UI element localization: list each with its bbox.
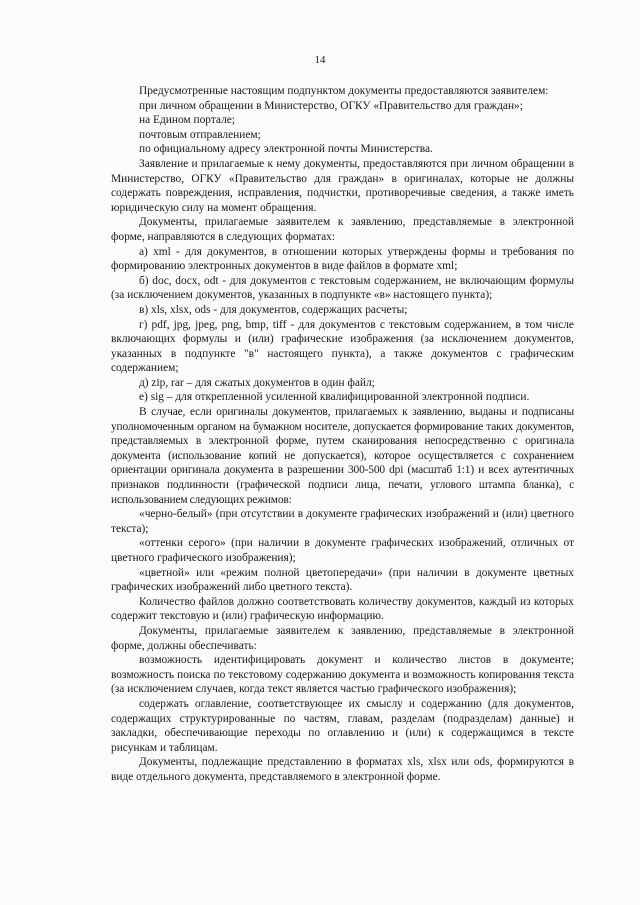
paragraph: Документы, прилагаемые заявителем к заявлению, представляемые в электронной форме, направляются в следующих форматах: bbox=[111, 216, 574, 243]
paragraph: «цветной» или «режим полной цветопередачи» (при наличии в документе цветных графических изображений либо цветного текста). bbox=[111, 566, 574, 594]
paragraph: в) xls, xlsx, ods - для документов, содержащих расчеты; bbox=[139, 303, 408, 316]
paragraph: на Едином портале; bbox=[139, 114, 235, 127]
paragraph: почтовым отправлением; bbox=[139, 128, 261, 141]
paragraph: В случае, если оригиналы документов, прилагаемых к заявлению, выданы и подписаны уполномоченным органом на бумажном носителе, допускается формирование таких документов, представляемых в электронной форме, путем сканирования непосредственно с оригинала документа (использование копий не допускается), которое осуществляется с сохранением ориентации оригинала документа в разрешении 300-500 dpi (масштаб 1:1) и всех аутентичных признаков подлинности (графической подписи лица, печати, углового штампа бланка), с использованием следующих режимов: bbox=[111, 406, 574, 506]
paragraph: б) doc, docx, odt - для документов с текстовым содержанием, не включающим формулы (за исключением документов, указанных в подпункте «в» настоящего пункта); bbox=[111, 274, 574, 302]
paragraph: возможность идентифицировать документ и количество листов в документе; возможность поиска по текстовому содержанию документа и возможность копирования текста (за исключением случаев, когда текст является частью графического изображения); bbox=[111, 654, 574, 696]
paragraph: Предусмотренные настоящим подпунктом документы предоставляются заявителем: bbox=[139, 85, 549, 97]
paragraph: при личном обращении в Министерство, ОГКУ «Правительство для граждан»; bbox=[139, 99, 523, 112]
paragraph: по официальному адресу электронной почты Министерства. bbox=[139, 143, 433, 156]
paragraph: д) zip, rar – для сжатых документов в один файл; bbox=[139, 376, 375, 389]
paragraph: е) sig – для открепленной усиленной квалифицированной электронной подписи. bbox=[139, 391, 530, 404]
paragraph: содержать оглавление, соответствующее их смыслу и содержанию (для документов, содержащих структурированные по частям, главам, разделам (подразделам) данные) и закладки, обеспечивающие переходы по оглавлению и (или) к содержащимся в тексте рисункам и таблицам. bbox=[111, 697, 574, 754]
paragraph: «черно-белый» (при отсутствии в документе графических изображений и (или) цветного текста); bbox=[111, 508, 574, 535]
paragraph: Заявление и прилагаемые к нему документы, предоставляются при личном обращении в Министерство, ОГКУ «Правительство для граждан» в оригиналах, которые не должны содержать повреждения, исправления, подчистки, противоречивые сведения, а также иметь юридическую силу на момент обращения. bbox=[111, 157, 574, 214]
paragraph: г) pdf, jpg, jpeg, png, bmp, tiff - для документов с текстовым содержанием, в том числе включающих формулы и (или) графические изображения (за исключением документов, указанных в подпункте "в" настоящего пункта), а также документов с графическим содержанием; bbox=[111, 318, 574, 375]
paragraph: «оттенки серого» (при наличии в документе графических изображений, отличных от цветного графического изображения); bbox=[111, 537, 574, 564]
paragraph: а) xml - для документов, в отношении которых утверждены формы и требования по формированию электронных документов в виде файлов в формате xml; bbox=[111, 245, 574, 273]
page-number: 14 bbox=[314, 54, 326, 66]
document-body bbox=[111, 84, 574, 785]
paragraph: Документы, прилагаемые заявителем к заявлению, представляемые в электронной форме, должны обеспечивать: bbox=[111, 624, 574, 652]
paragraph: Документы, подлежащие представлению в форматах xls, xlsx или ods, формируются в виде отдельного документа, представляемого в электронной форме. bbox=[111, 756, 574, 783]
paragraph: Количество файлов должно соответствовать количеству документов, каждый из которых содержит текстовую и (или) графическую информацию. bbox=[111, 595, 574, 623]
